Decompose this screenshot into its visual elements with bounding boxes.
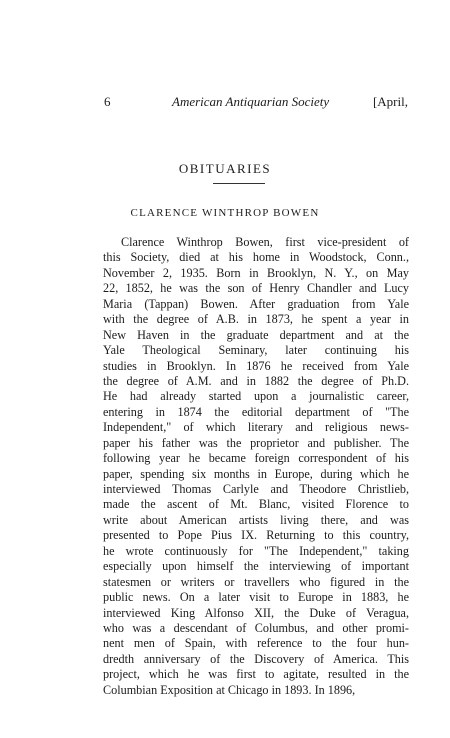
body-text-line: Columbian Exposition at Chicago in 1893. In 1896, xyxy=(103,682,356,697)
body-text-line: following year he became foreign correspondent of his xyxy=(103,451,409,466)
section-title: OBITUARIES xyxy=(178,161,272,176)
page-number: 6 xyxy=(104,94,111,109)
obituary-body-text xyxy=(103,235,409,698)
body-text-line: who was a descendant of Columbus, and other promi- xyxy=(103,620,409,635)
body-text-line: nent men of Spain, with reference to the four hun- xyxy=(103,636,409,651)
body-text-line: this Society, died at his home in Woodstock, Conn., xyxy=(103,250,409,265)
body-text-line: paper his father was the proprietor and publisher. The xyxy=(103,435,409,450)
body-text-line: especially upon himself the interviewing of important xyxy=(103,559,409,574)
body-text-line: entering in 1874 the editorial department of "The xyxy=(103,404,409,419)
body-text-line: public news. On a later visit to Europe in 1883, he xyxy=(103,590,409,605)
body-text-line: statesmen or writers or travellers who figured in the xyxy=(103,574,409,589)
body-text-line: dredth anniversary of the Discovery of America. This xyxy=(103,651,409,666)
body-text-line: 22, 1852, he was the son of Henry Chandler and Lucy xyxy=(103,281,409,296)
issue-month: [April, xyxy=(372,94,408,109)
body-text-line: with the degree of A.B. in 1873, he spent a year in xyxy=(103,312,409,327)
body-text-line: Maria (Tappan) Bowen. After graduation from Yale xyxy=(103,296,409,311)
journal-title: American Antiquarian Society xyxy=(172,94,330,109)
body-text-line: Independent," of which literary and religious news- xyxy=(103,420,409,435)
body-text-line: studies in Brooklyn. In 1876 he received from Yale xyxy=(103,358,409,373)
body-text-line: paper, spending six months in Europe, during which he xyxy=(103,466,409,481)
body-text-line: November 2, 1935. Born in Brooklyn, N. Y., on May xyxy=(103,265,409,280)
body-text-line: interviewed Thomas Carlyle and Theodore Christlieb, xyxy=(103,482,409,496)
body-text-line: write about American artists living there, and was xyxy=(103,512,409,527)
body-text-line: Yale Theological Seminary, later continuing his xyxy=(103,343,409,358)
body-text-line: New Haven in the graduate department and at the xyxy=(103,327,409,342)
body-text-line: He had already started upon a journalistic career, xyxy=(103,389,409,404)
body-text-line: interviewed King Alfonso XII, the Duke of Veragua, xyxy=(103,605,409,620)
section-divider-rule xyxy=(213,183,265,184)
body-text-line: made the ascent of Mt. Blanc, visited Florence to xyxy=(103,497,409,512)
running-head xyxy=(104,93,408,111)
body-text-line: he wrote continuously for "The Independent," taking xyxy=(103,543,409,558)
body-text-line: Clarence Winthrop Bowen, first vice-president of xyxy=(121,235,409,249)
body-text-line: project, which he was first to agitate, resulted in the xyxy=(103,667,409,682)
article-heading: CLARENCE WINTHROP BOWEN xyxy=(130,207,320,219)
body-text-line: presented to Pope Pius IX. Returning to this country, xyxy=(103,528,409,543)
body-text-line: the degree of A.M. and in 1882 the degree of Ph.D. xyxy=(103,373,409,388)
